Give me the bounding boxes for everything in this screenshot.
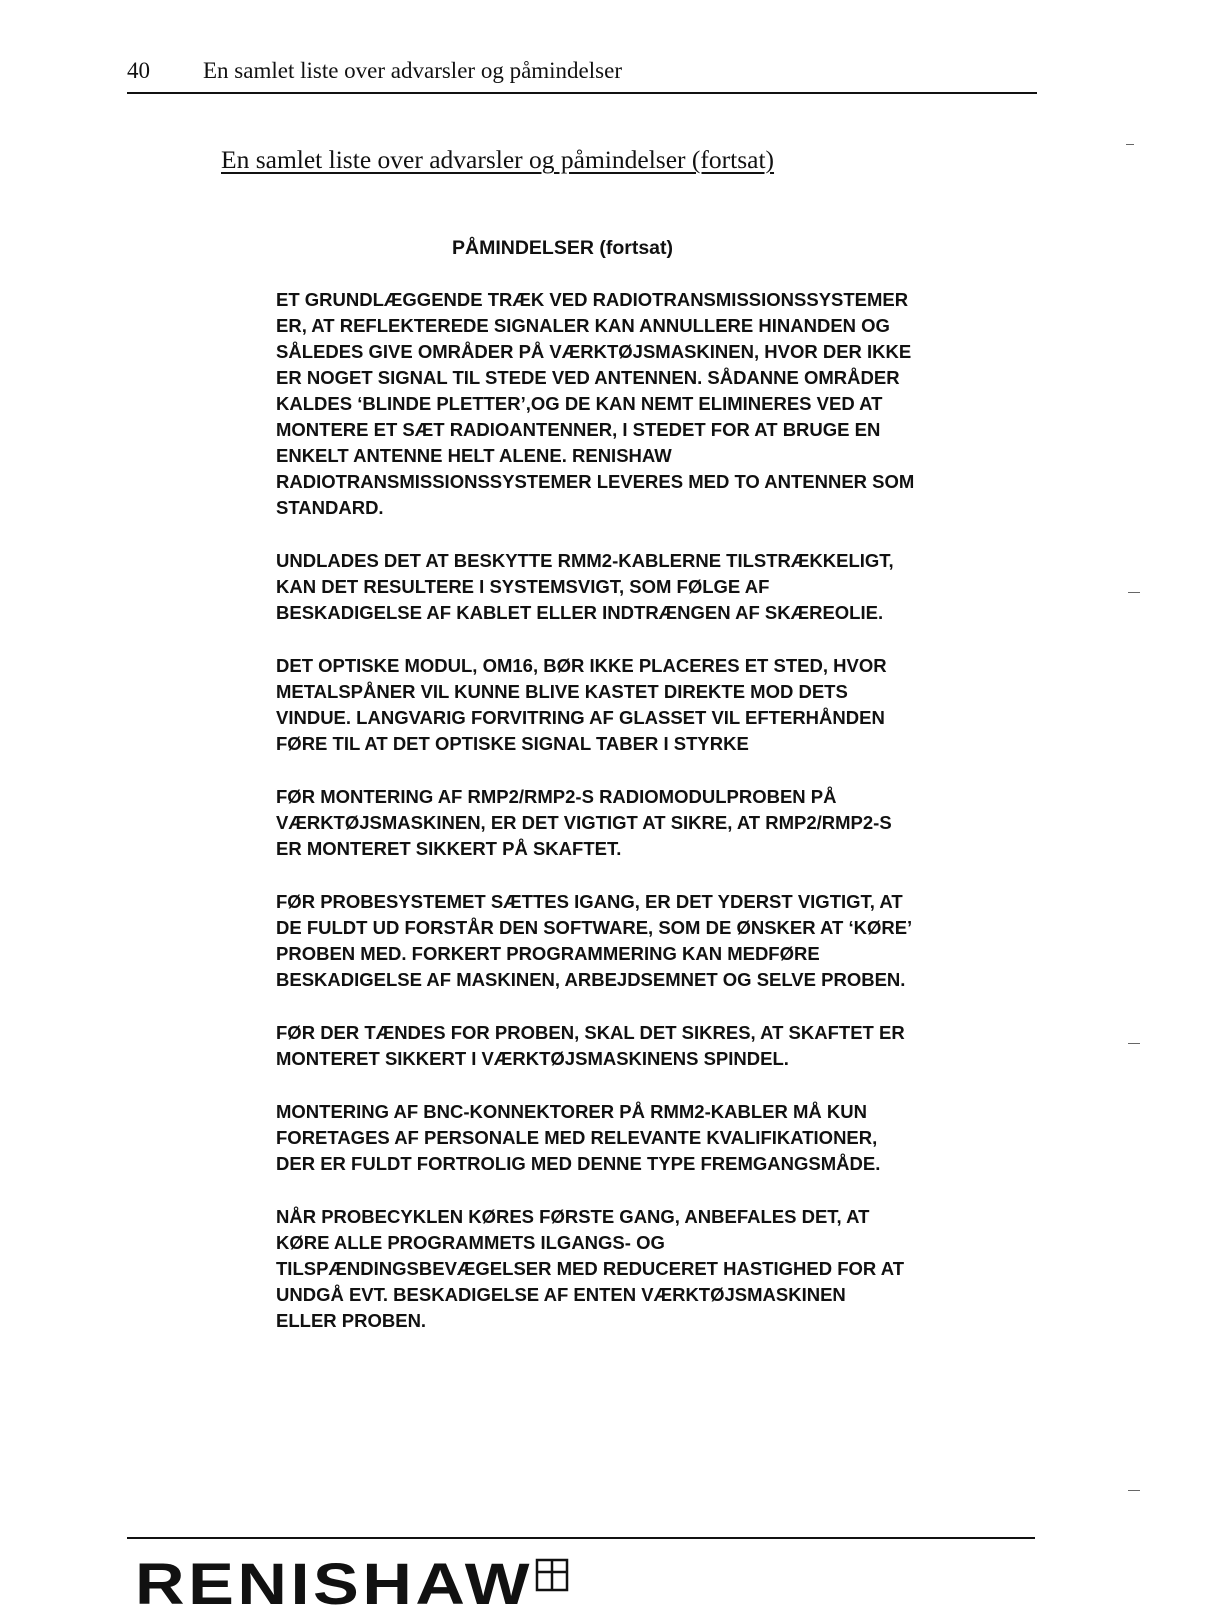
subsection-heading: PÅMINDELSER (fortsat) <box>452 237 674 259</box>
notice-line: FØR PROBESYSTEMET SÆTTES IGANG, ER DET YDERST VIGTIGT, AT <box>276 891 903 912</box>
notice-line: UNDGÅ EVT. BESKADIGELSE AF ENTEN VÆRKTØJSMASKINEN <box>276 1284 846 1305</box>
running-header <box>127 56 1035 86</box>
notice-paragraph <box>276 653 1056 757</box>
notice-line: RADIOTRANSMISSIONSSYSTEMER LEVERES MED TO ANTENNER SOM <box>276 471 915 492</box>
notice-line: VINDUE. LANGVARIG FORVITRING AF GLASSET VIL EFTERHÅNDEN <box>276 707 885 728</box>
header-rule <box>127 92 1037 94</box>
margin-mark <box>1128 1043 1140 1044</box>
notice-line: FØR DER TÆNDES FOR PROBEN, SKAL DET SIKRES, AT SKAFTET ER <box>276 1022 905 1043</box>
notice-paragraph <box>276 784 1056 862</box>
notice-line: ER MONTERET SIKKERT PÅ SKAFTET. <box>276 838 622 859</box>
notice-line: UNDLADES DET AT BESKYTTE RMM2-KABLERNE TILSTRÆKKELIGT, <box>276 550 894 571</box>
notice-line: FORETAGES AF PERSONALE MED RELEVANTE KVALIFIKATIONER, <box>276 1127 878 1148</box>
notice-line: TILSPÆNDINGSBEVÆGELSER MED REDUCERET HASTIGHED FOR AT <box>276 1258 905 1279</box>
notice-line: STANDARD. <box>276 497 384 518</box>
notice-line: DER ER FULDT FORTROLIG MED DENNE TYPE FREMGANGSMÅDE. <box>276 1153 881 1174</box>
notice-line: BESKADIGELSE AF MASKINEN, ARBEJDSEMNET OG SELVE PROBEN. <box>276 969 906 990</box>
notice-line: MONTERE ET SÆT RADIOANTENNER, I STEDET FOR AT BRUGE EN <box>276 419 881 440</box>
page-number: 40 <box>127 58 150 83</box>
margin-mark <box>1128 592 1140 593</box>
renishaw-logo-text: RENISHAW <box>135 1552 533 1612</box>
notice-line: ET GRUNDLÆGGENDE TRÆK VED RADIOTRANSMISSIONSSYSTEMER <box>276 289 909 310</box>
notice-line: DET OPTISKE MODUL, OM16, BØR IKKE PLACERES ET STED, HVOR <box>276 655 887 676</box>
footer-rule <box>127 1537 1035 1539</box>
notice-line: MONTERET SIKKERT I VÆRKTØJSMASKINENS SPINDEL. <box>276 1048 789 1069</box>
notice-line: METALSPÅNER VIL KUNNE BLIVE KASTET DIREKTE MOD DETS <box>276 681 848 702</box>
margin-mark <box>1128 1490 1140 1491</box>
notice-line: ELLER PROBEN. <box>276 1310 427 1331</box>
notice-line: KØRE ALLE PROGRAMMETS ILGANGS- OG <box>276 1232 665 1253</box>
notice-line: PROBEN MED. FORKERT PROGRAMMERING KAN MEDFØRE <box>276 943 820 964</box>
notice-line: ENKELT ANTENNE HELT ALENE. RENISHAW <box>276 445 672 466</box>
notice-line: SÅLEDES GIVE OMRÅDER PÅ VÆRKTØJSMASKINEN, HVOR DER IKKE <box>276 341 912 362</box>
notice-line: KALDES ‘BLINDE PLETTER’,OG DE KAN NEMT ELIMINERES VED AT <box>276 393 883 414</box>
notice-paragraph <box>276 287 1056 521</box>
notice-line: VÆRKTØJSMASKINEN, ER DET VIGTIGT AT SIKRE, AT RMP2/RMP2-S <box>276 812 892 833</box>
notice-paragraph <box>276 1204 1056 1334</box>
margin-mark <box>1126 144 1134 145</box>
running-title: En samlet liste over advarsler og påmindelser <box>203 58 622 83</box>
notice-line: ER, AT REFLEKTEREDE SIGNALER KAN ANNULLERE HINANDEN OG <box>276 315 890 336</box>
notice-line: NÅR PROBECYKLEN KØRES FØRSTE GANG, ANBEFALES DET, AT <box>276 1206 870 1227</box>
renishaw-logo-mark <box>135 1552 595 1612</box>
notice-line: KAN DET RESULTERE I SYSTEMSVIGT, SOM FØLGE AF <box>276 576 770 597</box>
notice-line: BESKADIGELSE AF KABLET ELLER INDTRÆNGEN AF SKÆREOLIE. <box>276 602 884 623</box>
notice-line: FØR MONTERING AF RMP2/RMP2-S RADIOMODULPROBEN PÅ <box>276 786 837 807</box>
notice-paragraph <box>276 1099 1056 1177</box>
notice-paragraph <box>276 1020 1056 1072</box>
renishaw-logo <box>135 1552 595 1612</box>
section-title: En samlet liste over advarsler og påmindelser (fortsat) <box>221 145 775 174</box>
notice-paragraph <box>276 889 1056 993</box>
notice-list <box>276 287 1056 1361</box>
notice-line: DE FULDT UD FORSTÅR DEN SOFTWARE, SOM DE ØNSKER AT ‘KØRE’ <box>276 917 913 938</box>
notice-line: ER NOGET SIGNAL TIL STEDE VED ANTENNEN. SÅDANNE OMRÅDER <box>276 367 900 388</box>
notice-paragraph <box>276 548 1056 626</box>
notice-line: FØRE TIL AT DET OPTISKE SIGNAL TABER I STYRKE <box>276 733 749 754</box>
notice-line: MONTERING AF BNC-KONNEKTORER PÅ RMM2-KABLER MÅ KUN <box>276 1101 867 1122</box>
